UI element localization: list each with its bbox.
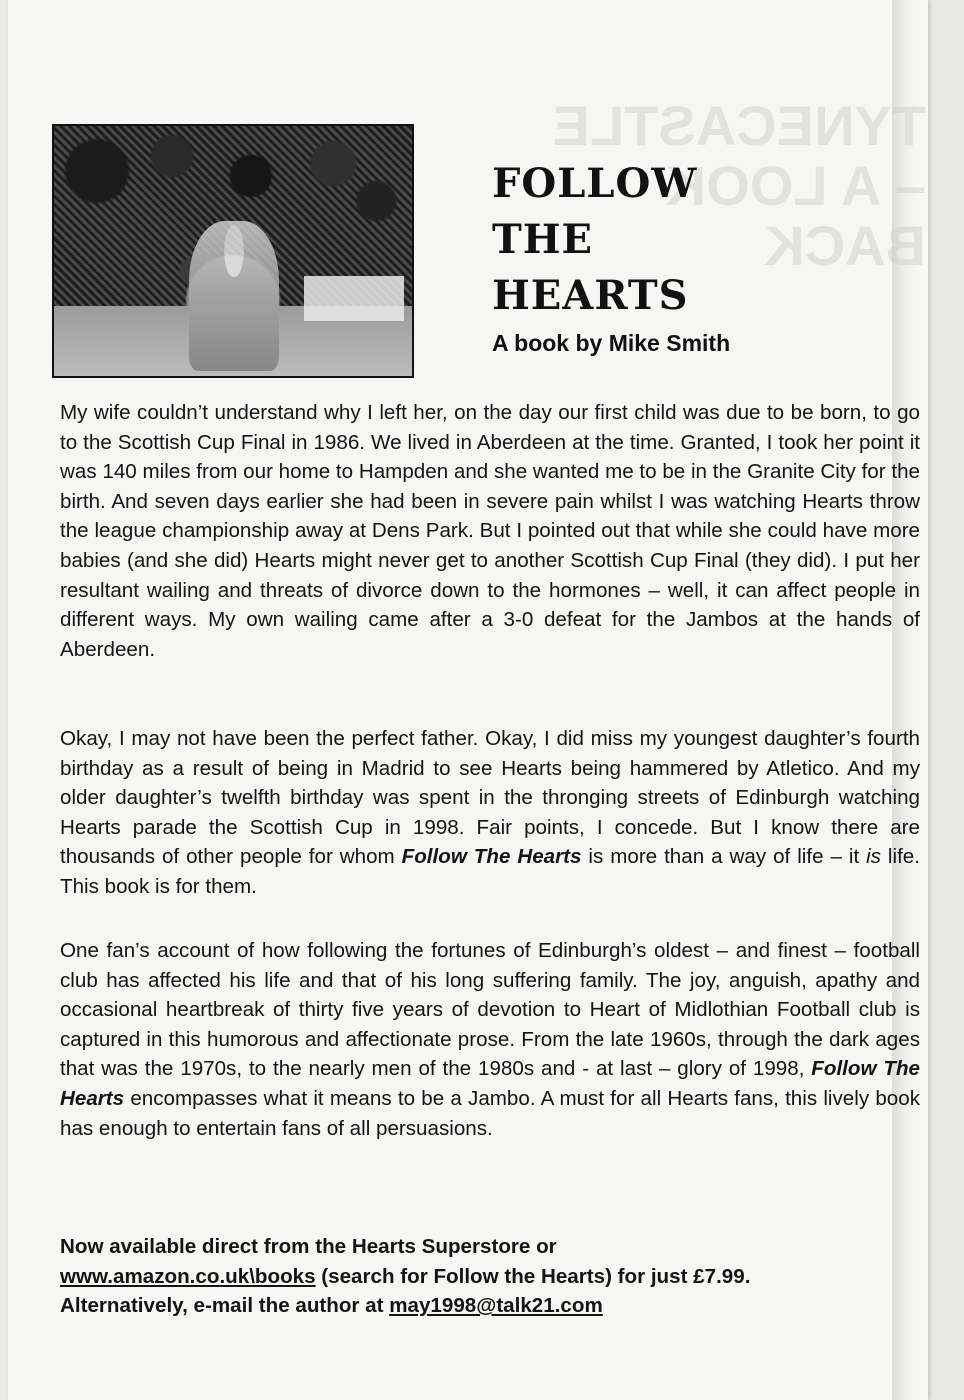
p2-part-c: life. This book is for them. [60, 845, 920, 898]
title-line-3: HEARTS [492, 272, 689, 319]
paragraph-2 [60, 724, 920, 902]
title-line-2: THE [492, 216, 594, 263]
p3-part-b: encompasses what it means to be a Jambo. A must for all Hearts fans, this lively book has enough to entertain fans of all persuasions. [60, 1086, 920, 1140]
p2-part-a: Okay, I may not have been the perfect father. Okay, I did miss my youngest daughter’s fourth birthday as a result of being in Madrid to see Hearts being hammered by Atletico. And my older daughter’s twelfth birthday was spent in the thronging streets of Edinburgh watching Hearts parade the Scottish Cup in 1998. Fair points, I concede. But I know there are thousands of other people for whom [60, 727, 920, 869]
footer-line-1: Now available direct from the Hearts Superstore or [60, 1235, 557, 1258]
amazon-link[interactable]: www.amazon.co.uk\books [60, 1264, 316, 1288]
p3-part-a: One fan’s account of how following the fortunes of Edinburgh’s oldest – and finest – football club has affected his life and that of his long suffering family. The joy, anguish, apathy and occasional heartbreak of thirty five years of devotion to Heart of Midlothian Football club is captured in this humorous and affectionate prose. From the late 1960s, through the dark ages that was the 1970s, to the nearly men of the 1980s and - at last – glory of 1998, [60, 939, 920, 1081]
article-title [492, 156, 792, 324]
p2-book-title: Follow The Hearts [401, 845, 582, 869]
photo-player [189, 221, 279, 371]
paragraph-1-text: My wife couldn’t understand why I left her, on the day our first child was due to be born, to go to the Scottish Cup Final in 1986. We lived in Aberdeen at the time. Granted, I took her point it was 140 miles from our home to Hampden and she wanted me to be in the Granite City for the birth. And seven days earlier she had been in severe pain whilst I was watching Hearts throw the league championship away at Dens Park. But I pointed out that while she could have more babies (and she did) Hearts might never get to another Scottish Cup Final (they did). I put her resultant wailing and threats of divorce down to the hormones – well, it can affect people in different ways. My own wailing came after a 3-0 defeat for the Jambos at the hands of Aberdeen. [60, 401, 920, 661]
paragraph-1 [60, 398, 920, 664]
p3-book-title: Follow The Hearts [60, 1057, 920, 1110]
footer-line-2 [60, 1262, 920, 1292]
footer-line-3-pre: Alternatively, e-mail the author at [60, 1294, 390, 1318]
paragraph-3-text [60, 936, 920, 1143]
photo-sign [304, 276, 404, 321]
magazine-page [8, 0, 928, 1400]
football-photo [52, 124, 414, 378]
p2-part-b: is more than a way of life – it [581, 845, 867, 869]
footer-line-2-rest: (search for Follow the Hearts) for just £7.99. [315, 1264, 751, 1288]
title-line-1: FOLLOW [492, 160, 698, 207]
show-through-heading: TYNECASTLE – A LOOK BACK [552, 94, 926, 277]
paragraph-3 [60, 936, 920, 1143]
p2-is-emphasis: is [866, 845, 881, 869]
footer-line-3 [60, 1291, 920, 1321]
purchase-info [60, 1232, 920, 1321]
author-email-link[interactable]: may1998@talk21.com [389, 1294, 603, 1318]
byline: A book by Mike Smith [492, 330, 731, 356]
paragraph-2-text [60, 724, 920, 902]
